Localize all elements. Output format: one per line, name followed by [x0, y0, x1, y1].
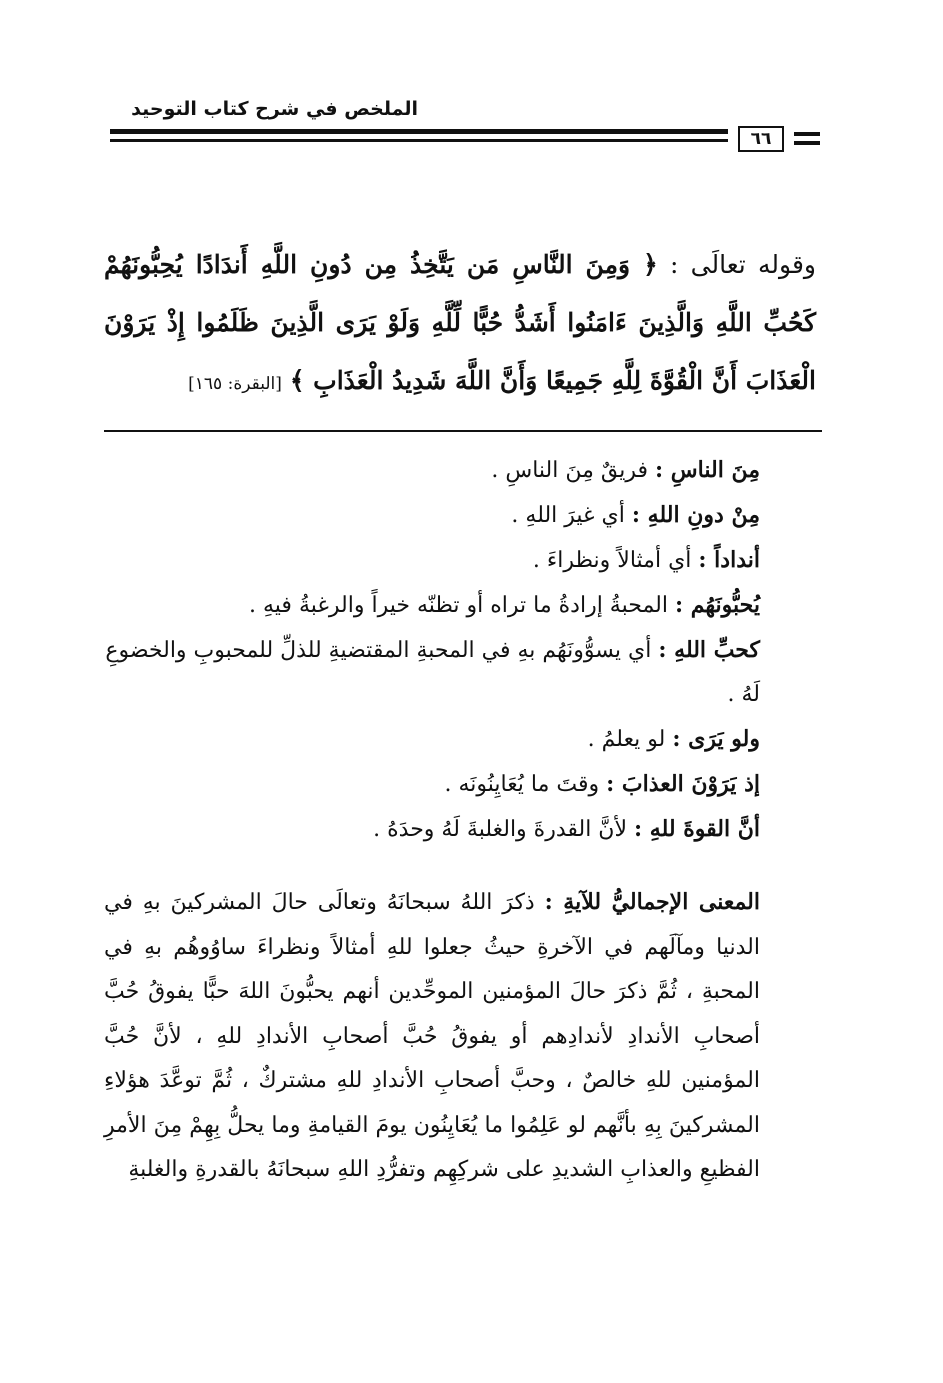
glossary-item [104, 628, 820, 717]
glossary-item [104, 762, 820, 807]
glossary-item [104, 493, 820, 538]
summary-paragraph [104, 880, 820, 1193]
glossary-term: ولو يَرَى : [672, 726, 760, 752]
summary-text: ذكرَ اللهُ سبحانَهُ وتعالَى حالَ المشركينَ بهِ في الدنيا ومآلَهم في الآخرةِ حيثُ جعلوا للهِ أمثالاً ونظراءَ ساوُوهُم بهِ في المحبةِ ، ثُمَّ ذكرَ حالَ المؤمنين الموحِّدين أنهم يحبُّونَ اللهَ حبًّا يفوقُ حُبَّ أصحابِ الأندادِ لأندادِهم أو يفوقُ حُبَّ أصحابِ الأندادِ للهِ ، لأنَّ حُبَّ المؤمنين للهِ خالصٌ ، وحبَّ أصحابِ الأندادِ للهِ مشتركٌ ، ثُمَّ توعَّدَ هؤلاءِ المشركينَ بِهِ بأنَّهم لو عَلِمُوا ما يُعَايِنُون يومَ القيامةِ وما يحلُّ بِهِمْ مِنَ الأمرِ الفظيعِ والعذابِ الشديدِ على شركِهِم وتفرُّدِ اللهِ سبحانَهُ بالقدرةِ والغلبةِ [104, 890, 760, 1182]
glossary-term: أنداداً : [698, 547, 760, 573]
glossary-definition: وقتَ ما يُعَايِنُونَه . [444, 772, 600, 797]
glossary-term: مِنَ الناسِ : [655, 457, 760, 483]
glossary-item [104, 807, 820, 852]
glossary-definition: أي أمثالاً ونظراءَ . [532, 548, 692, 573]
glossary-term: يُحبُّونَهُم : [674, 592, 760, 618]
glossary-definition: المحبةُ إرادةُ ما تراه أو تظنّه خيراً والرغبةُ فيهِ . [249, 593, 668, 618]
page-number: ٦٦ [738, 126, 784, 152]
glossary-definition: لأنَّ القدرةَ والغلبةَ لَهُ وحدَهُ . [373, 817, 628, 842]
glossary-item [104, 583, 820, 628]
verse-intro: وقوله تعالَى : [669, 250, 816, 279]
header-rule-bottom [110, 139, 728, 142]
glossary-definition: أي غيرَ اللهِ . [511, 503, 625, 528]
glossary-term: مِنْ دونِ اللهِ : [631, 502, 760, 528]
glossary-item [104, 538, 820, 583]
glossary-definition: لو يعلمُ . [587, 727, 666, 752]
running-title: الملخص في شرح كتاب التوحيد [131, 98, 418, 120]
glossary-term: كحبِّ اللهِ : [658, 637, 760, 663]
verse-text: ﴿ وَمِنَ النَّاسِ مَن يَتَّخِذُ مِن دُونِ اللَّهِ أَندَادًا يُحِبُّونَهُمْ كَحُبِّ اللَّهِ وَالَّذِينَ ءَامَنُوا أَشَدُّ حُبًّا لِّلَّهِ وَلَوْ يَرَى الَّذِينَ ظَلَمُوا إِذْ يَرَوْنَ الْعَذَابَ أَنَّ الْقُوَّةَ لِلَّهِ جَمِيعًا وَأَنَّ اللَّهَ شَدِيدُ الْعَذَابِ ﴾ [104, 250, 816, 395]
summary-section [104, 880, 820, 1193]
header-rule-top [110, 129, 728, 134]
glossary-term: أنَّ القوةَ للهِ : [634, 816, 760, 842]
summary-title: المعنى الإجماليُّ للآيةِ : [544, 889, 760, 915]
glossary-item [104, 717, 820, 762]
header-rule-right-bottom [794, 141, 820, 145]
section-divider [104, 430, 822, 432]
verse-block [104, 236, 816, 413]
header-rule-right-top [794, 132, 820, 136]
verse-reference: [البقرة: ١٦٥] [188, 374, 282, 394]
glossary-item [104, 448, 820, 493]
glossary [104, 448, 820, 852]
glossary-definition: أي يسوُّونَهُم بهِ في المحبةِ المقتضيةِ للذلِّ للمحبوبِ والخضوعِ لَهُ . [105, 638, 760, 707]
glossary-definition: فريقٌ مِنَ الناسِ . [491, 458, 649, 483]
glossary-term: إذ يَرَوْنَ العذابَ : [606, 771, 760, 797]
